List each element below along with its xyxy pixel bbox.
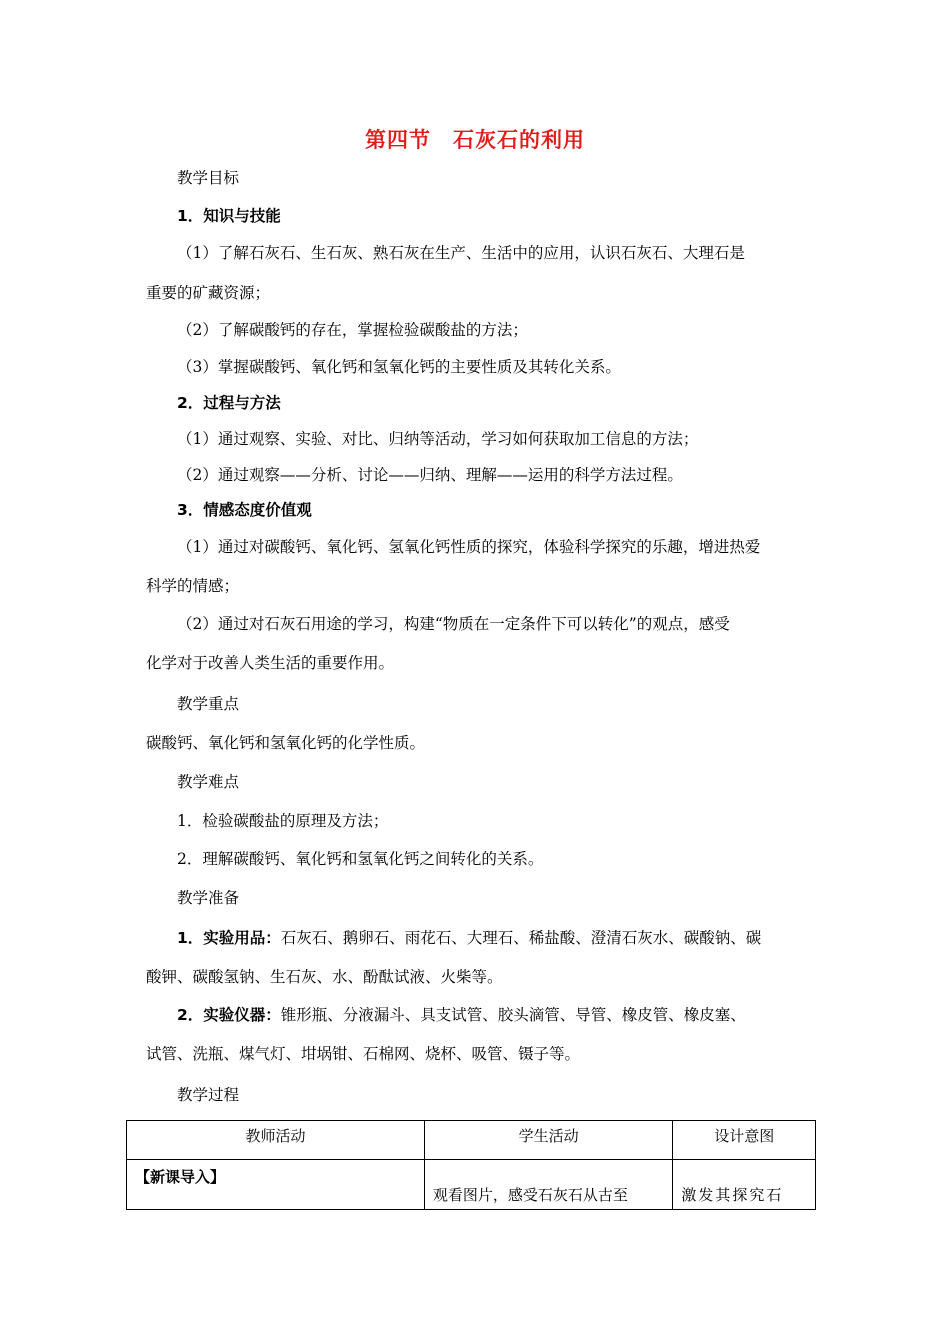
- emotion-item-2a: （2）通过对石灰石用途的学习，构建“物质在一定条件下可以转化”的观点，感受: [177, 615, 730, 633]
- key-point-heading: 教学重点: [177, 695, 240, 713]
- design-intent-cell: 激发其探究石: [673, 1160, 816, 1210]
- knowledge-item-3: （3）掌握碳酸钙、氧化钙和氢氧化钙的主要性质及其转化关系。: [177, 358, 621, 376]
- key-point-text: 碳酸钙、氧化钙和氢氧化钙的化学性质。: [146, 734, 426, 752]
- knowledge-item-1b: 重要的矿藏资源；: [146, 284, 271, 302]
- knowledge-item-2: （2）了解碳酸钙的存在，掌握检验碳酸盐的方法；: [177, 321, 528, 339]
- difficulty-heading: 教学难点: [177, 773, 240, 791]
- knowledge-item-1a: （1）了解石灰石、生石灰、熟石灰在生产、生活中的应用，认识石灰石、大理石是: [177, 244, 745, 262]
- materials-line-a: [177, 928, 761, 948]
- title-section-number: 第四节: [365, 128, 431, 152]
- objectives-heading: 教学目标: [177, 169, 240, 187]
- instruments-line-a: [177, 1005, 746, 1025]
- instruments-text-b: 试管、洗瓶、煤气灯、坩埚钳、石棉网、烧杯、吸管、镊子等。: [146, 1045, 581, 1063]
- header-student-activity: 学生活动: [424, 1121, 673, 1160]
- instruments-text-a: 锥形瓶、分液漏斗、具支试管、胶头滴管、导管、橡皮管、橡皮塞、: [280, 1006, 746, 1024]
- difficulty-item-1: 1．检验碳酸盐的原理及方法；: [177, 812, 389, 830]
- emotion-item-1b: 科学的情感；: [146, 577, 240, 595]
- instruments-label: 2．实验仪器：: [177, 1006, 281, 1024]
- header-teacher-activity: 教师活动: [127, 1121, 425, 1160]
- process-method-heading: 2．过程与方法: [177, 394, 281, 412]
- teaching-process-heading: 教学过程: [177, 1086, 240, 1104]
- table-row: [127, 1160, 816, 1210]
- emotion-item-2b: 化学对于改善人类生活的重要作用。: [146, 654, 395, 672]
- process-method-item-2: （2）通过观察——分析、讨论——归纳、理解——运用的科学方法过程。: [177, 466, 683, 484]
- page-title: [0, 124, 950, 154]
- process-method-item-1: （1）通过观察、实验、对比、归纳等活动，学习如何获取加工信息的方法；: [177, 430, 699, 448]
- materials-text-b: 酸钾、碳酸氢钠、生石灰、水、酚酞试液、火柴等。: [146, 968, 503, 986]
- header-design-intent: 设计意图: [673, 1121, 816, 1160]
- materials-text-a: 石灰石、鹅卵石、雨花石、大理石、稀盐酸、澄清石灰水、碳酸钠、碳: [280, 929, 762, 947]
- table-header-row: [127, 1121, 816, 1160]
- teacher-activity-cell: 【新课导入】: [127, 1160, 425, 1210]
- emotion-values-heading: 3．情感态度价值观: [177, 501, 312, 519]
- teaching-process-table: [126, 1120, 816, 1210]
- student-activity-cell: 观看图片，感受石灰石从古至: [424, 1160, 673, 1210]
- knowledge-skills-heading: 1．知识与技能: [177, 207, 281, 225]
- materials-label: 1．实验用品：: [177, 929, 281, 947]
- emotion-item-1a: （1）通过对碳酸钙、氧化钙、氢氧化钙性质的探究，体验科学探究的乐趣，增进热爱: [177, 538, 761, 556]
- preparation-heading: 教学准备: [177, 889, 240, 907]
- difficulty-item-2: 2．理解碳酸钙、氧化钙和氢氧化钙之间转化的关系。: [177, 850, 544, 868]
- title-topic: 石灰石的利用: [453, 128, 585, 152]
